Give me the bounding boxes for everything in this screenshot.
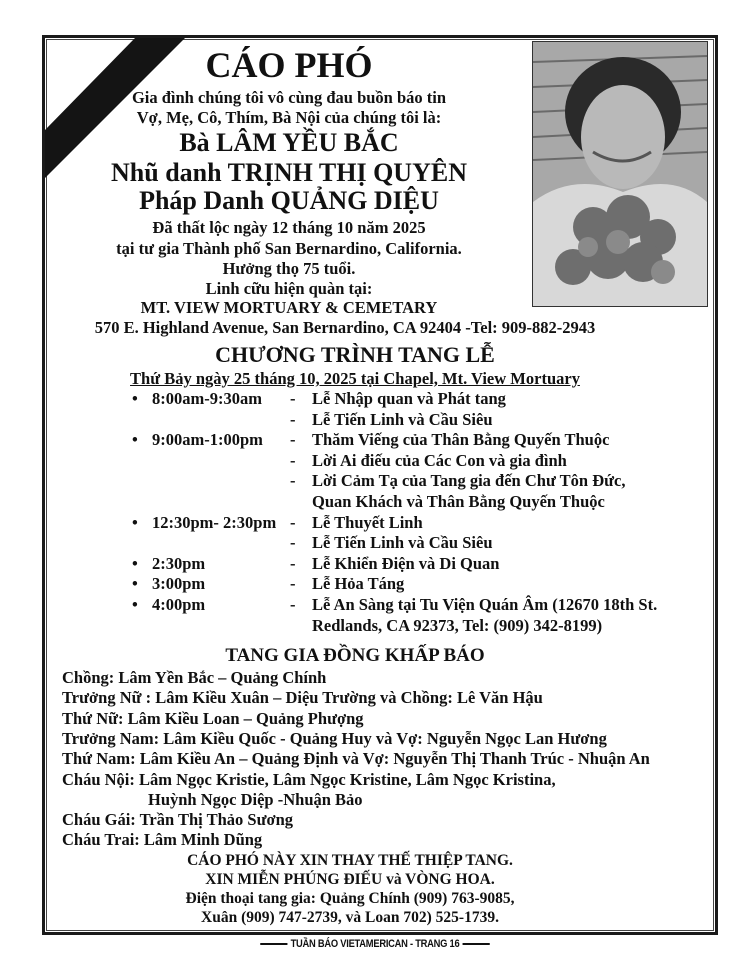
dash-marker: - [290,450,296,470]
family-line: Cháu Trai: Lâm Minh Dũng [62,830,263,850]
dash-marker: - [290,409,296,429]
dash-marker: - [290,553,296,573]
closing-phone-1: Điện thoại tang gia: Quảng Chính (909) 763-9085, [185,890,515,907]
mortuary-name: MT. VIEW MORTUARY & CEMETARY [140,298,438,317]
resting-label: Linh cữu hiện quàn tại: [205,279,373,298]
closing-line-1: CÁO PHÓ NÀY XIN THAY THẾ THIỆP TANG. [187,852,513,869]
bullet-icon: • [132,389,138,408]
schedule-description: Thăm Viếng của Thân Bằng Quyến Thuộc [312,430,610,450]
program-title: CHƯƠNG TRÌNH TANG LỄ [215,342,495,367]
family-line: Huỳnh Ngọc Diệp -Nhuận Bảo [148,789,363,809]
closing-line-2: XIN MIỄN PHÚNG ĐIẾU và VÒNG HOA. [205,871,495,888]
page-footer [56,938,694,950]
schedule-time: 8:00am-9:30am [152,389,262,408]
family-line: Thứ Nữ: Lâm Kiều Loan – Quảng Phượng [62,708,364,728]
bullet-icon: • [132,512,138,532]
footer-text: TUẦN BÁO VIETAMERICAN - TRANG 16 [290,938,460,950]
maiden-name: Nhũ danh TRỊNH THỊ QUYÊN [111,158,467,187]
bullet-icon: • [132,430,138,450]
dash-marker: - [290,389,296,408]
family-line: Cháu Nội: Lâm Ngọc Kristie, Lâm Ngọc Kristine, Lâm Ngọc Kristina, [62,769,556,789]
schedule-time: 12:30pm- 2:30pm [152,512,277,532]
bullet-icon: • [132,595,138,614]
family-title: TANG GIA ĐỒNG KHẤP BÁO [225,645,485,666]
footer-rule-left [260,943,287,945]
family-line: Chồng: Lâm Yền Bắc – Quảng Chính [62,668,327,687]
family-line: Trưởng Nữ : Lâm Kiều Xuân – Diệu Trường và Chồng: Lê Văn Hậu [62,688,543,708]
schedule-description: Lễ Tiến Linh và Cầu Siêu [312,409,493,429]
mortuary-address: 570 E. Highland Avenue, San Bernardino, CA 92404 -Tel: 909-882-2943 [94,318,596,337]
closing-phone-2: Xuân (909) 747-2739, và Loan 702) 525-1739. [201,909,499,926]
schedule-description: Lễ An Sàng tại Tu Viện Quán Âm (12670 18th St. [312,595,658,614]
schedule-description: Quan Khách và Thân Bằng Quyến Thuộc [312,492,605,511]
dharma-name: Pháp Danh QUẢNG DIỆU [139,186,439,215]
dash-marker: - [290,595,296,614]
page-title: CÁO PHÓ [205,45,373,85]
schedule-time: 9:00am-1:00pm [152,430,263,450]
passed-place: tại tư gia Thành phố San Bernardino, California. [116,239,462,258]
bullet-icon: • [132,574,138,594]
schedule-time: 4:00pm [152,595,206,614]
family-line: Cháu Gái: Trần Thị Thảo Sương [62,810,294,830]
schedule-description: Lời Cảm Tạ của Tang gia đến Chư Tôn Đức, [312,471,626,491]
passed-date: Đã thất lộc ngày 12 tháng 10 năm 2025 [152,218,426,237]
schedule-description: Redlands, CA 92373, Tel: (909) 342-8199) [312,615,603,635]
family-line: Trưởng Nam: Lâm Kiều Quốc - Quảng Huy và Vợ: Nguyễn Ngọc Lan Hương [62,728,607,748]
schedule-description: Lễ Thuyết Linh [312,512,423,532]
schedule-description: Lễ Tiến Linh và Cầu Siêu [312,533,493,553]
family-line: Thứ Nam: Lâm Kiều An – Quảng Định và Vợ: Nguyễn Thị Thanh Trúc - Nhuận An [62,749,650,769]
dash-marker: - [290,471,296,491]
schedule-description: Lời Ai điếu của Các Con và gia đình [312,450,567,470]
schedule-description: Lễ Nhập quan và Phát tang [312,389,506,408]
program-date: Thứ Bảy ngày 25 tháng 10, 2025 tại Chapel, Mt. View Mortuary [130,369,580,388]
schedule-description: Lễ Khiển Điện và Di Quan [312,553,500,573]
dash-marker: - [290,574,296,594]
dash-marker: - [290,430,296,450]
dash-marker: - [290,512,296,532]
bullet-icon: • [132,553,138,573]
footer-rule-right [463,943,490,945]
intro-line-2: Vợ, Mẹ, Cô, Thím, Bà Nội của chúng tôi là: [136,108,442,127]
portrait-photo [532,41,708,307]
age: Hưởng thọ 75 tuổi. [222,259,356,278]
intro-line-1: Gia đình chúng tôi vô cùng đau buồn báo tin [131,88,447,107]
schedule-time: 3:00pm [152,574,206,594]
schedule-time: 2:30pm [152,553,206,573]
schedule-description: Lễ Hỏa Táng [312,574,405,594]
deceased-name: Bà LÂM YỀU BẮC [179,128,399,157]
dash-marker: - [290,533,296,553]
